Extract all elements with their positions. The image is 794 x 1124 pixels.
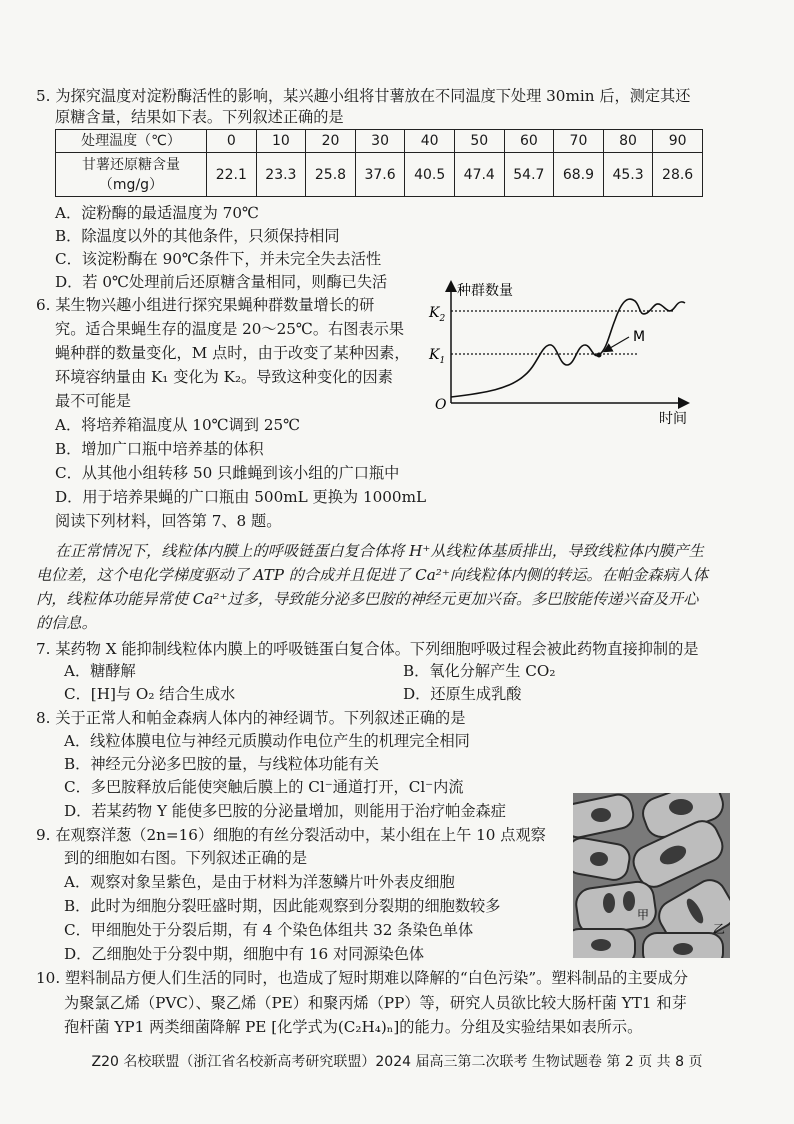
x-axis-label: 时间 [659, 411, 687, 427]
q10-stem-line1: 10. 塑料制品方便人们生活的同时，也造成了短时期难以降解的“白色污染”。塑料制品的主要成分 [36, 969, 689, 987]
m-point [597, 353, 602, 358]
q10-stem-line2: 为聚氯乙烯（PVC）、聚乙烯（PE）和聚丙烯（PP）等，研究人员欲比较大肠杆菌 YT1 和芽 [64, 994, 687, 1012]
m-label: M [633, 329, 646, 345]
table-row-sugar [56, 153, 703, 197]
q6-option-a: A．将培养箱温度从 10℃调到 25℃ [55, 416, 301, 434]
table-cell-temp: 60 [504, 130, 554, 153]
q8-option-b: B．神经元分泌多巴胺的量，与线粒体功能有关 [64, 755, 379, 773]
population-graph [425, 275, 695, 445]
table-cell-value: 40.5 [405, 153, 455, 197]
q6-option-d: D．用于培养果蝇的广口瓶由 500mL 更换为 1000mL [55, 488, 427, 506]
q6-option-b: B．增加广口瓶中培养基的体积 [55, 440, 264, 458]
k1-subscript: 1 [439, 356, 446, 366]
table-cell-value: 37.6 [355, 153, 405, 197]
q8-option-d: D．若某药物 Y 能使多巴胺的分泌量增加，则能用于治疗帕金森症 [64, 802, 506, 820]
q7-option-c: C．[H]与 O₂ 结合生成水 [64, 685, 236, 703]
q5-stem-line1: 5. 为探究温度对淀粉酶活性的影响，某兴趣小组将甘薯放在不同温度下处理 30min 后，测定其还 [36, 87, 691, 105]
page-footer: Z20 名校联盟（浙江省名校新高考研究联盟）2024 届高三第二次联考 生物试题卷 第 2 页 共 8 页 [91, 1054, 703, 1070]
k2-letter: K [429, 305, 440, 321]
q5-option-c: C．该淀粉酶在 90℃条件下，并未完全失去活性 [55, 250, 382, 268]
q5-table [55, 129, 703, 197]
q5-stem-line2: 原糖含量，结果如下表。下列叙述正确的是 [55, 108, 344, 126]
passage-intro: 阅读下列材料，回答第 7、8 题。 [55, 512, 282, 530]
cell-label-yi: 乙 [713, 922, 726, 936]
table-cell-value: 22.1 [207, 153, 257, 197]
cell-label-jia: 甲 [637, 908, 650, 922]
q7-option-a: A．糖酵解 [64, 662, 136, 680]
k2-subscript: 2 [439, 314, 446, 324]
q9-option-c: C．甲细胞处于分裂后期，有 4 个染色体组共 32 条染色单体 [64, 921, 474, 939]
table-cell-temp: 10 [256, 130, 306, 153]
k1-label [428, 347, 445, 366]
passage-line4: 的信息。 [36, 614, 97, 632]
q6-stem-line1: 6. 某生物兴趣小组进行探究果蝇种群数量增长的研 [36, 296, 375, 314]
table-cell-value: 54.7 [504, 153, 554, 197]
table-cell-temp: 40 [405, 130, 455, 153]
q7-option-d: D．还原生成乳酸 [403, 685, 522, 703]
table-cell-value: 25.8 [306, 153, 356, 197]
y-axis-label: 种群数量 [457, 283, 513, 299]
table-cell-temp: 90 [653, 130, 703, 153]
table-cell-value: 47.4 [454, 153, 504, 197]
q6-stem-line4: 环境容纳量由 K₁ 变化为 K₂。导致这种变化的因素 [55, 368, 393, 386]
table-cell-temp: 80 [603, 130, 653, 153]
q8-stem: 8. 关于正常人和帕金森病人体内的神经调节。下列叙述正确的是 [36, 709, 466, 727]
q6-stem-line3: 蝇种群的数量变化，M 点时，由于改变了某种因素， [55, 344, 410, 362]
q5-option-b: B．除温度以外的其他条件，只须保持相同 [55, 227, 340, 245]
q5-option-a: A．淀粉酶的最适温度为 70℃ [55, 204, 259, 222]
q9-option-a: A．观察对象呈紫色，是由于材料为洋葱鳞片叶外表皮细胞 [64, 873, 455, 891]
table-cell-value: 23.3 [256, 153, 306, 197]
micrograph-drawing [573, 793, 730, 958]
q9-option-d: D．乙细胞处于分裂中期，细胞中有 16 对同源染色体 [64, 945, 425, 963]
table-cell-temp: 30 [355, 130, 405, 153]
passage-line1: 在正常情况下，线粒体内膜上的呼吸链蛋白复合体将 H⁺从线粒体基质排出，导致线粒体内膜产生 [55, 542, 704, 560]
table-cell-temp: 0 [207, 130, 257, 153]
q9-option-b: B．此时为细胞分裂旺盛时期，因此能观察到分裂期的细胞数较多 [64, 897, 501, 915]
onion-cell-micrograph [573, 793, 730, 958]
q6-option-c: C．从其他小组转移 50 只雌蝇到该小组的广口瓶中 [55, 464, 400, 482]
table-header-temperature: 处理温度（℃） [56, 130, 207, 153]
q9-stem-line2: 到的细胞如右图。下列叙述正确的是 [64, 849, 307, 867]
table-header-sugar-line2: （mg/g） [98, 176, 164, 193]
population-curve [451, 299, 685, 397]
q6-stem-line5: 最不可能是 [55, 392, 131, 410]
table-row-temperature [56, 130, 703, 153]
q6-stem-line2: 究。适合果蝇生存的温度是 20～25℃。右图表示果 [55, 320, 405, 338]
q9-stem-line1: 9. 在观察洋葱（2n=16）细胞的有丝分裂活动中，某小组在上午 10 点观察 [36, 826, 546, 844]
table-header-sugar-line1: 甘薯还原糖含量 [82, 156, 180, 173]
q10-stem-line3: 孢杆菌 YP1 两类细菌降解 PE [化学式为(C₂H₄)ₙ]的能力。分组及实验结果如表所示。 [64, 1018, 643, 1036]
origin-label: O [435, 397, 447, 413]
q7-stem: 7. 某药物 X 能抑制线粒体内膜上的呼吸链蛋白复合体。下列细胞呼吸过程会被此药物直接抑制的是 [36, 640, 699, 658]
table-cell-temp: 20 [306, 130, 356, 153]
passage-line2: 电位差，这个电化学梯度驱动了 ATP 的合成并且促进了 Ca²⁺向线粒体内侧的转运。在帕金森病人体 [36, 566, 709, 584]
table-cell-value: 68.9 [554, 153, 604, 197]
table-cell-value: 28.6 [653, 153, 703, 197]
table-cell-value: 45.3 [603, 153, 653, 197]
q7-option-b: B．氧化分解产生 CO₂ [403, 662, 556, 680]
q5-option-d: D．若 0℃处理前后还原糖含量相同，则酶已失活 [55, 273, 388, 291]
k2-label [428, 305, 445, 324]
table-cell-temp: 70 [554, 130, 604, 153]
q8-option-a: A．线粒体膜电位与神经元质膜动作电位产生的机理完全相同 [64, 732, 470, 750]
table-header-sugar [56, 153, 207, 197]
passage-line3: 内，线粒体功能异常使 Ca²⁺过多，导致能分泌多巴胺的神经元更加兴奋。多巴胺能传递兴奋及开心 [36, 590, 699, 608]
k1-letter: K [429, 347, 440, 363]
table-cell-temp: 50 [454, 130, 504, 153]
q8-option-c: C．多巴胺释放后能使突触后膜上的 Cl⁻通道打开，Cl⁻内流 [64, 778, 464, 796]
